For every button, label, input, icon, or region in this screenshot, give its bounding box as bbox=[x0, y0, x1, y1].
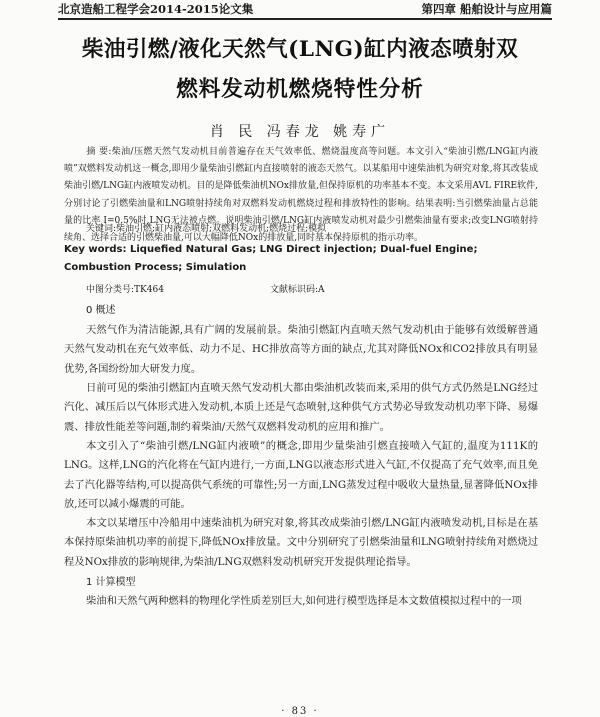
title-line-2: 燃料发动机燃烧特性分析 bbox=[176, 77, 424, 102]
keywords-en-label: Key words: bbox=[64, 244, 127, 255]
abstract-text: 柴油/压燃天然气发动机目前普遍存在天气效率低、燃烧温度高等问题。本文引入“柴油引燃/LNG缸内液喷”双燃料发动机这一概念,即用少量柴油引燃缸内直接喷射的液态天然气。以某船用中速柴油机为研究对象,将其改装成柴油引燃/LNG缸内液喷发动机。目的是降低柴油机NOx排放量,但保持原机的功率基本不变。本文采用AVL FIRE软件,分别讨论了引燃柴油量和LNG喷射持续角对双燃料发动机燃烧过程和排放特性的影响。结果表明:当引燃柴油量占总能量的比率 I=0.5%时,LNG无法被点燃。说明柴油引燃/LNG缸内液喷发动机对最少引燃柴油量有要求;改变LNG喷射持续角、选择合适的引燃柴油量,可以大幅降低NOx的排放量,同时基本保持原机的指示功率。 bbox=[64, 147, 538, 244]
abstract-label: 摘 要: bbox=[86, 147, 112, 157]
title-line-1: 柴油引燃/液化天然气(LNG)缸内液态喷射双 bbox=[81, 37, 519, 62]
clc-number: 中图分类号:TK464 bbox=[86, 285, 164, 295]
paragraph-1: 天然气作为清洁能源,具有广阔的发展前景。柴油引燃缸内直喷天然气发动机由于能够有效缓解普通天然气发动机在充气效率低、动力不足、HC排放高等方面的缺点,尤其对降低NOx和CO2排放具有明显优势,各国纷纷加大研发力度。 bbox=[64, 324, 538, 375]
paragraph-4: 本文以某增压中冷船用中速柴油机为研究对象,将其改成柴油引燃/LNG缸内液喷发动机,目标是在基本保持原柴油机功率的前提下,降低NOx排放量。文中分别研究了引燃柴油量和LNG喷射持续角对燃烧过程及NOx排放的影响规律,为柴油/LNG双燃料发动机研究开发提供理论指导。 bbox=[64, 517, 538, 568]
page-number: · 83 · bbox=[281, 706, 319, 717]
paragraph-5: 柴油和天然气两种燃料的物理化学性质差别巨大,如何进行模型选择是本文数值模拟过程中的一项 bbox=[86, 595, 522, 607]
keywords-en bbox=[64, 241, 538, 276]
document-code: 文献标识码:A bbox=[270, 285, 325, 295]
authors: 肖 民 冯春龙 姚寿广 bbox=[209, 124, 391, 140]
header-right: 第四章 船舶设计与应用篇 bbox=[421, 2, 552, 16]
running-header bbox=[58, 0, 552, 20]
keywords-cn: 关键词:柴油引燃;缸内液态喷射;双燃料发动机;燃烧过程;模拟 bbox=[86, 224, 327, 234]
header-left: 北京造船工程学会2014-2015论文集 bbox=[58, 2, 254, 16]
keywords-en-text: Liquefied Natural Gas; LNG Direct injection; Dual-fuel Engine; Combustion Process; Simulation bbox=[64, 244, 478, 273]
paragraph-2: 日前可见的柴油引燃缸内直喷天然气发动机大都由柴油机改装而来,采用的供气方式仍然是LNG经过汽化、减压后以气体形式进入发动机,本质上还是气态喷射,这种供气方式势必导致发动机功率下降、易爆震、排放性能差等问题,制约着柴油/天然气双燃料发动机的应用和推广。 bbox=[64, 382, 538, 433]
section-0-heading: 0 概述 bbox=[86, 305, 116, 316]
paragraph-3: 本文引入了“柴油引燃/LNG缸内液喷”的概念,即用少量柴油引燃直接喷入气缸的,温度为111K的LNG。这样,LNG的汽化将在气缸内进行,一方面,LNG以液态形式进入气缸,不仅提高了充气效率,而且免去了汽化器等结构,可以提高供气系统的可靠性;另一方面,LNG蒸发过程中吸收大量热量,显著降低NOx排放,还可以减小爆震的可能。 bbox=[64, 440, 538, 510]
section-1-heading: 1 计算模型 bbox=[86, 577, 136, 588]
